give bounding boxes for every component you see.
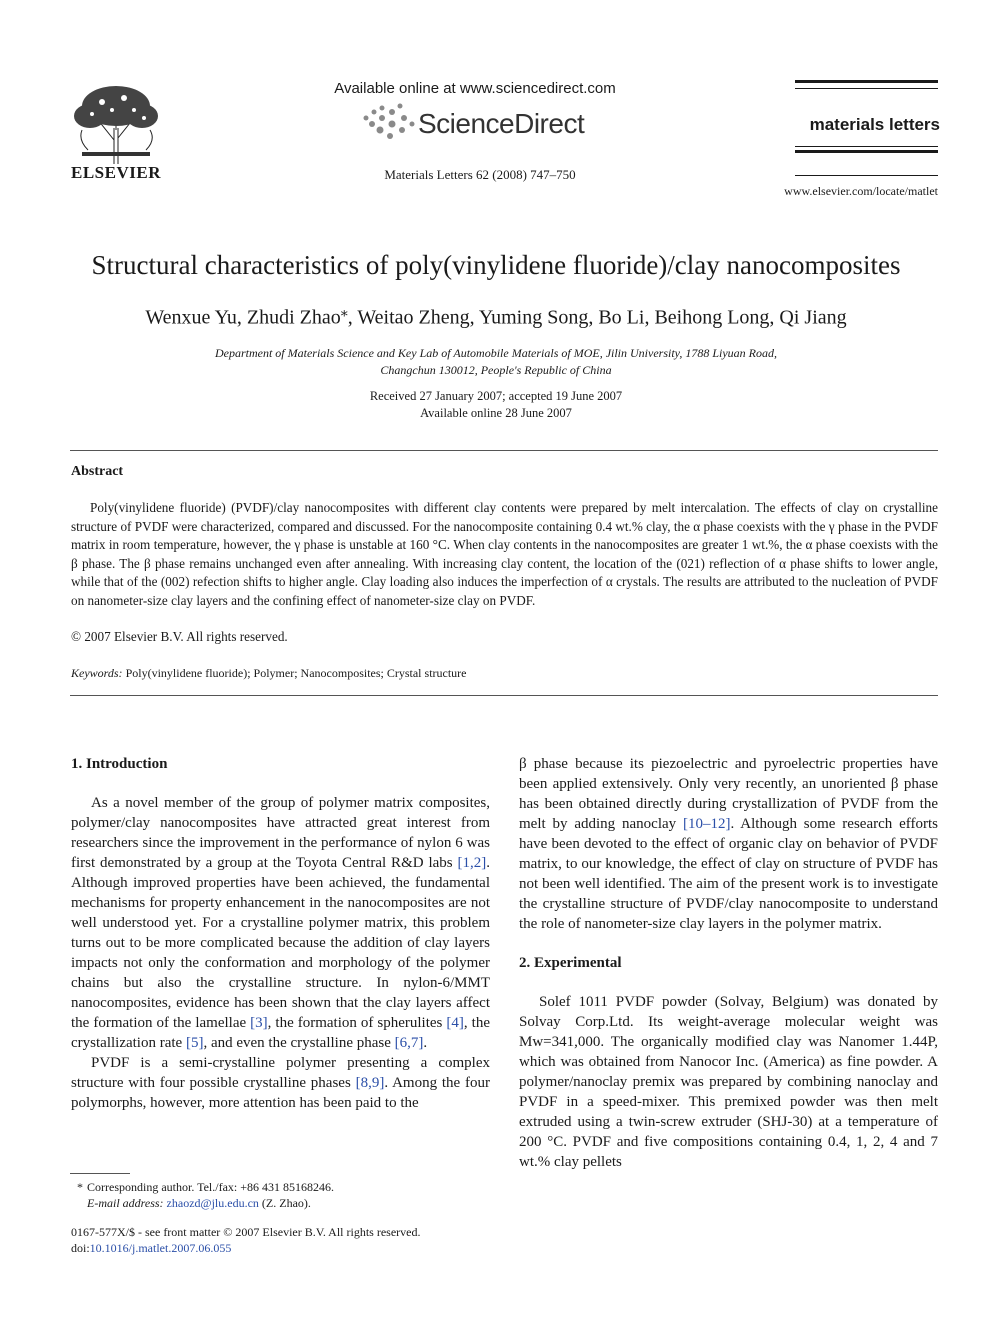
corresponding-star[interactable]: ⁎ xyxy=(340,305,348,320)
footnote-rule xyxy=(70,1173,130,1174)
available-online-line[interactable]: Available online at www.sciencedirect.com xyxy=(334,80,616,97)
abstract-paragraph: Poly(vinylidene fluoride) (PVDF)/clay nanocomposites with different clay contents were prepared by melt intercalation. The effects of clay on crystalline structure of PVDF were characterized, compared and discussed. For the nanocomposite containing 0.4 wt.% clay, the α phase coexists with the γ phase in the PVDF matrix in room temperature, however, the γ phase is unstable at 160 °C. When clay contents in the nanocomposites are greater 1 wt.%, the α phase coexists with the β phase. The β phase remains unchanged even after annealing. With increasing clay content, the location of the (021) reflection of α phase shifts to lower angle, while that of the (002) refection shifts to higher angle. Clay loading also induces the imperfection of α crystals. The results are attributed to the nucleation of PVDF on nanometer-size clay layers and the confining effect of nanometer-size clay on PVDF. xyxy=(71,500,938,608)
journal-rule-top xyxy=(795,80,938,83)
experimental-paragraph-1: Solef 1011 PVDF powder (Solvay, Belgium) was donated by Solvay Corp.Ltd. Its weight-average molecular weight was Mw=341,000. The organically modified clay was Nanomer 1.44P, which was obtained from Nanocor Inc. (America) as fine powder. A polymer/nanoclay premix was prepared by combining nanoclay and PVDF in a speed-mixer. This premixed powder was then melt extruded using a twin-screw extruder (SHJ-30) at a temperature of 200 °C. PVDF and five compositions containing 0.4, 1, 2, 4 and 7 wt.% clay pellets xyxy=(519,994,938,1170)
abstract-divider-bottom xyxy=(70,695,938,696)
authors-rest: , Weitao Zheng, Yuming Song, Bo Li, Beihong Long, Qi Jiang xyxy=(347,306,847,329)
ref-link[interactable]: [1,2] xyxy=(457,855,487,871)
ref-link[interactable]: [10–12] xyxy=(683,816,731,832)
ref-link[interactable]: [5] xyxy=(185,1035,204,1051)
abstract-body xyxy=(71,499,938,610)
article-title: Structural characteristics of poly(vinylidene fluoride)/clay nanocomposites xyxy=(91,250,901,280)
sciencedirect-wordmark: ScienceDirect xyxy=(418,108,585,139)
section-heading-introduction: 1. Introduction xyxy=(71,756,168,772)
affiliation-line-1: Department of Materials Science and Key Lab of Automobile Materials of MOE, Jilin University, 1788 Liyuan Road, xyxy=(214,346,778,360)
authors-first: Wenxue Yu, Zhudi Zhao xyxy=(145,306,341,329)
email-link[interactable]: zhaozd@jlu.edu.cn xyxy=(166,1196,259,1210)
ref-link[interactable]: [6,7] xyxy=(394,1035,424,1051)
section-heading-experimental: 2. Experimental xyxy=(519,955,622,971)
doi-line: doi:10.1016/j.matlet.2007.06.055 xyxy=(71,1241,232,1255)
publisher-name: ELSEVIER xyxy=(71,163,161,182)
sciencedirect-logo[interactable] xyxy=(360,100,600,146)
footnote-star: * xyxy=(77,1180,83,1194)
journal-rule-mid xyxy=(795,150,938,153)
journal-rule-mid-thin xyxy=(795,146,938,147)
ref-link[interactable]: [3] xyxy=(250,1015,268,1031)
journal-rule-top-thin xyxy=(795,88,938,89)
intro-paragraph-2: PVDF is a semi-crystalline polymer presenting a complex structure with four possible crystalline phases [8,9]. Among the four polymorphs, however, more attention has been paid to the xyxy=(71,1055,490,1111)
keywords-label: Keywords: xyxy=(71,666,123,680)
abstract-heading: Abstract xyxy=(71,464,124,479)
affiliation xyxy=(140,345,852,379)
journal-url[interactable]: www.elsevier.com/locate/matlet xyxy=(784,184,938,198)
intro-paragraph-1: As a novel member of the group of polymer matrix composites, polymer/clay nanocomposites have attracted great interest from researchers since the improvement in the performance of nylon 6 was first demonstrated by a group at the Toyota Central R&D labs [1,2]. Although improved properties have been achieved, the fundamental mechanisms for property enhancement in the nanocomposites are not well understood yet. For a crystalline polymer matrix, this problem turns out to be more complicated because the addition of clay layers impacts not only the conformation and morphology of the polymer chains but also the crystalline structure. In nylon-6/MMT nanocomposites, evidence has been shown that the clay layers affect the formation of the lamellae [3], the formation of spherulites [4], the crystallization rate [5], and even the crystalline phase [6,7]. xyxy=(71,795,490,1051)
abstract-copyright: © 2007 Elsevier B.V. All rights reserved. xyxy=(71,629,288,644)
abstract-divider-top xyxy=(70,450,938,451)
keywords xyxy=(71,666,467,681)
ref-link[interactable]: [8,9] xyxy=(355,1075,385,1091)
received-date: Received 27 January 2007; accepted 19 June 2007 xyxy=(369,389,623,403)
doi-link[interactable]: 10.1016/j.matlet.2007.06.055 xyxy=(89,1241,232,1255)
affiliation-line-2: Changchun 130012, People's Republic of China xyxy=(380,363,612,377)
right-column xyxy=(519,754,938,1172)
keywords-list: Poly(vinylidene fluoride); Polymer; Nanocomposites; Crystal structure xyxy=(125,666,467,680)
front-matter-line: 0167-577X/$ - see front matter © 2007 Elsevier B.V. All rights reserved. xyxy=(71,1225,421,1239)
journal-name: materials letters xyxy=(809,115,940,134)
journal-citation: Materials Letters 62 (2008) 747–750 xyxy=(384,167,576,182)
intro-paragraph-3: β phase because its piezoelectric and pyroelectric properties have been applied extensively. Only very recently, an unoriented β phase has been obtained directly during crystallization of PVDF from the melt by adding nanoclay [10–12]. Although some research efforts have been devoted to the effect of organic clay on behavior of PVDF matrix, to our knowledge, the effect of clay on structure of PVDF has not been well identified. The aim of the present work is to investigate the crystalline structure of PVDF/clay nanocomposite to understand the role of nanometer-size clay layers in the polymer matrix. xyxy=(519,756,938,932)
left-column xyxy=(71,754,490,1113)
sciencedirect-dots-icon xyxy=(364,104,415,140)
corresponding-footnote: * Corresponding author. Tel./fax: +86 431 85168246. xyxy=(71,1179,491,1195)
email-label: E-mail address: xyxy=(87,1196,164,1210)
online-date: Available online 28 June 2007 xyxy=(420,406,572,420)
ref-link[interactable]: [4] xyxy=(446,1015,464,1031)
journal-rule-bottom xyxy=(795,175,938,176)
email-footnote: E-mail address: zhaozd@jlu.edu.cn (Z. Zhao). xyxy=(87,1196,311,1210)
article-dates xyxy=(240,388,752,422)
author-list xyxy=(40,304,952,330)
